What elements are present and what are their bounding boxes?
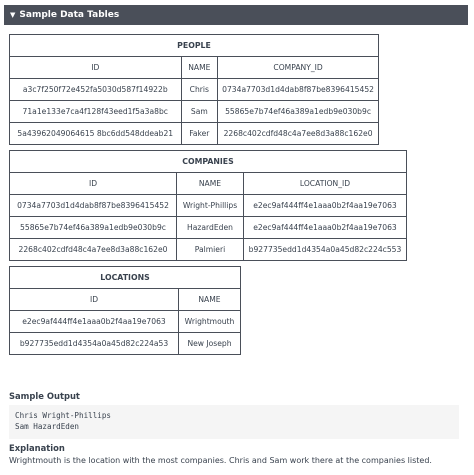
sample-data-tables-header[interactable]	[4, 5, 468, 25]
cell-id: a3c7f250f72e452fa5030d587f14922b	[10, 79, 182, 101]
people-col-id: ID	[10, 57, 182, 79]
locations-table	[9, 266, 241, 355]
cell-name: Sam	[181, 101, 218, 123]
cell-id: 55865e7b74ef46a389a1edb9e030b9c	[10, 217, 177, 239]
people-table	[9, 34, 379, 145]
cell-name: Chris	[181, 79, 218, 101]
table-row	[10, 311, 241, 333]
cell-name: Wrightmouth	[179, 311, 241, 333]
companies-table-title: COMPANIES	[10, 151, 407, 173]
table-row	[10, 123, 379, 145]
people-col-company-id: COMPANY_ID	[218, 57, 379, 79]
triangle-down-icon[interactable]: ▼	[10, 11, 16, 19]
cell-name: Palmieri	[177, 239, 244, 261]
sample-output-heading: Sample Output	[9, 391, 80, 401]
cell-location-id: e2ec9af444ff4e1aaa0b2f4aa19e7063	[244, 217, 407, 239]
companies-table	[9, 150, 407, 261]
table-row	[10, 239, 407, 261]
cell-company-id: 2268c402cdfd48c4a7ee8d3a88c162e0	[218, 123, 379, 145]
locations-col-id: ID	[10, 289, 179, 311]
explanation-text: Wrightmouth is the location with the most companies. Chris and Sam work there at the companies listed.	[9, 456, 432, 465]
cell-company-id: 55865e7b74ef46a389a1edb9e030b9c	[218, 101, 379, 123]
cell-id: 2268c402cdfd48c4a7ee8d3a88c162e0	[10, 239, 177, 261]
table-row	[10, 217, 407, 239]
cell-name: New Joseph	[179, 333, 241, 355]
companies-col-location-id: LOCATION_ID	[244, 173, 407, 195]
cell-location-id: b927735edd1d4354a0a45d82c224c553	[244, 239, 407, 261]
table-row	[10, 195, 407, 217]
table-row	[10, 333, 241, 355]
people-col-name: NAME	[181, 57, 218, 79]
table-row	[10, 101, 379, 123]
cell-id: b927735edd1d4354a0a45d82c224a53	[10, 333, 179, 355]
cell-name: Faker	[181, 123, 218, 145]
header-title: Sample Data Tables	[19, 10, 120, 20]
cell-name: HazardEden	[177, 217, 244, 239]
cell-id: 71a1e133e7ca4f128f43eed1f5a3a8bc	[10, 101, 182, 123]
cell-location-id: e2ec9af444ff4e1aaa0b2f4aa19e7063	[244, 195, 407, 217]
sample-output-code	[9, 405, 459, 439]
cell-id: 0734a7703d1d4dab8f87be8396415452	[10, 195, 177, 217]
output-line: Chris Wright-Phillips	[15, 411, 112, 420]
cell-id: e2ec9af444ff4e1aaa0b2f4aa19e7063	[10, 311, 179, 333]
locations-table-title: LOCATIONS	[10, 267, 241, 289]
cell-company-id: 0734a7703d1d4dab8f87be8396415452	[218, 79, 379, 101]
locations-col-name: NAME	[179, 289, 241, 311]
companies-col-name: NAME	[177, 173, 244, 195]
companies-col-id: ID	[10, 173, 177, 195]
cell-id: 5a43962049064615 8bc6dd548ddeab21	[10, 123, 182, 145]
cell-name: Wright-Phillips	[177, 195, 244, 217]
table-row	[10, 79, 379, 101]
people-table-title: PEOPLE	[10, 35, 379, 57]
explanation-heading: Explanation	[9, 443, 65, 453]
output-line: Sam HazardEden	[15, 422, 80, 431]
